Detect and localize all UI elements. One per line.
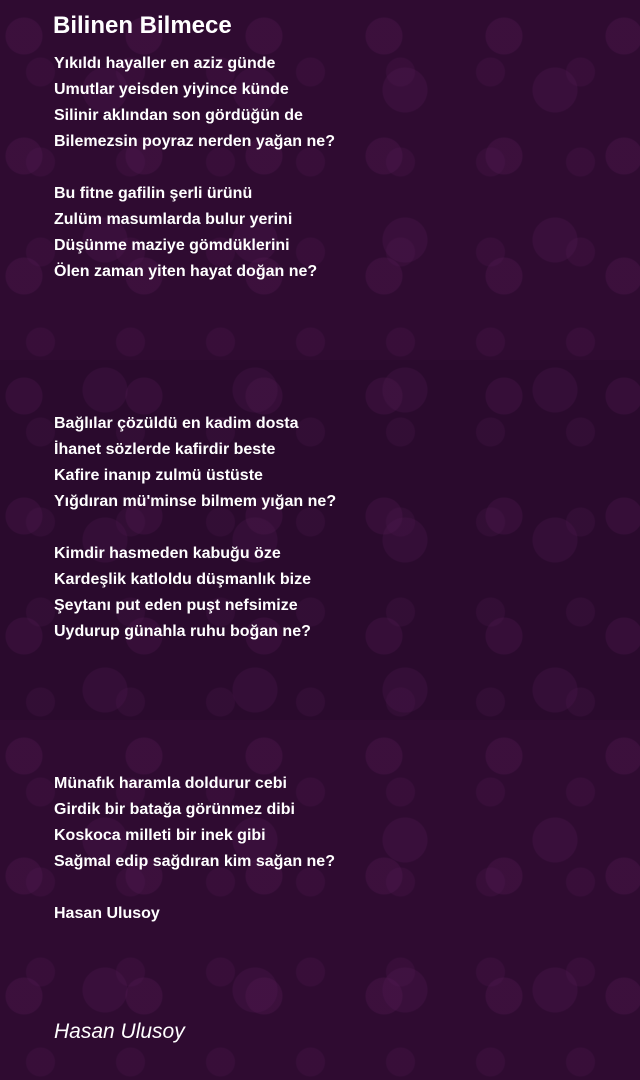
poem-line: Koskoca milleti bir inek gibi: [54, 827, 266, 844]
poem-line: Münafık haramla doldurur cebi: [54, 775, 287, 792]
poem-line: Zulüm masumlarda bulur yerini: [54, 211, 293, 228]
poem-line: Silinir aklından son gördüğün de: [54, 107, 303, 124]
stanza-2: [54, 181, 317, 285]
poem-line: Bilemezsin poyraz nerden yağan ne?: [54, 133, 335, 150]
poem-line: Girdik bir batağa görünmez dibi: [54, 801, 295, 818]
poem-line: Kimdir hasmeden kabuğu öze: [54, 545, 281, 562]
poem-line: Uydurup günahla ruhu boğan ne?: [54, 623, 311, 640]
poem-line: Yığdıran mü'minse bilmem yığan ne?: [54, 493, 337, 510]
poem-author: Hasan Ulusoy: [54, 905, 160, 922]
poem-line: Bağlılar çözüldü en kadim dosta: [54, 415, 299, 432]
stanza-5: [54, 771, 335, 875]
poem-line: Umutlar yeisden yiyince künde: [54, 81, 289, 98]
author-signature: Hasan Ulusoy: [54, 1020, 185, 1043]
poem-line: Sağmal edip sağdıran kim sağan ne?: [54, 853, 335, 870]
poem-line: Bu fitne gafilin şerli ürünü: [54, 185, 253, 202]
poem-line: Şeytanı put eden puşt nefsimize: [54, 597, 298, 614]
poem-line: Ölen zaman yiten hayat doğan ne?: [54, 263, 318, 280]
poem-line: Kafire inanıp zulmü üstüste: [54, 467, 263, 484]
stanza-3: [54, 411, 336, 515]
stanza-4: [54, 541, 311, 645]
stanza-1: [54, 51, 335, 155]
poem-line: Kardeşlik katloldu düşmanlık bize: [54, 571, 311, 588]
poem-line: İhanet sözlerde kafirdir beste: [54, 441, 276, 458]
poem-line: Yıkıldı hayaller en aziz günde: [54, 55, 276, 72]
poem-title: Bilinen Bilmece: [53, 12, 232, 39]
poem-line: Düşünme maziye gömdüklerini: [54, 237, 290, 254]
